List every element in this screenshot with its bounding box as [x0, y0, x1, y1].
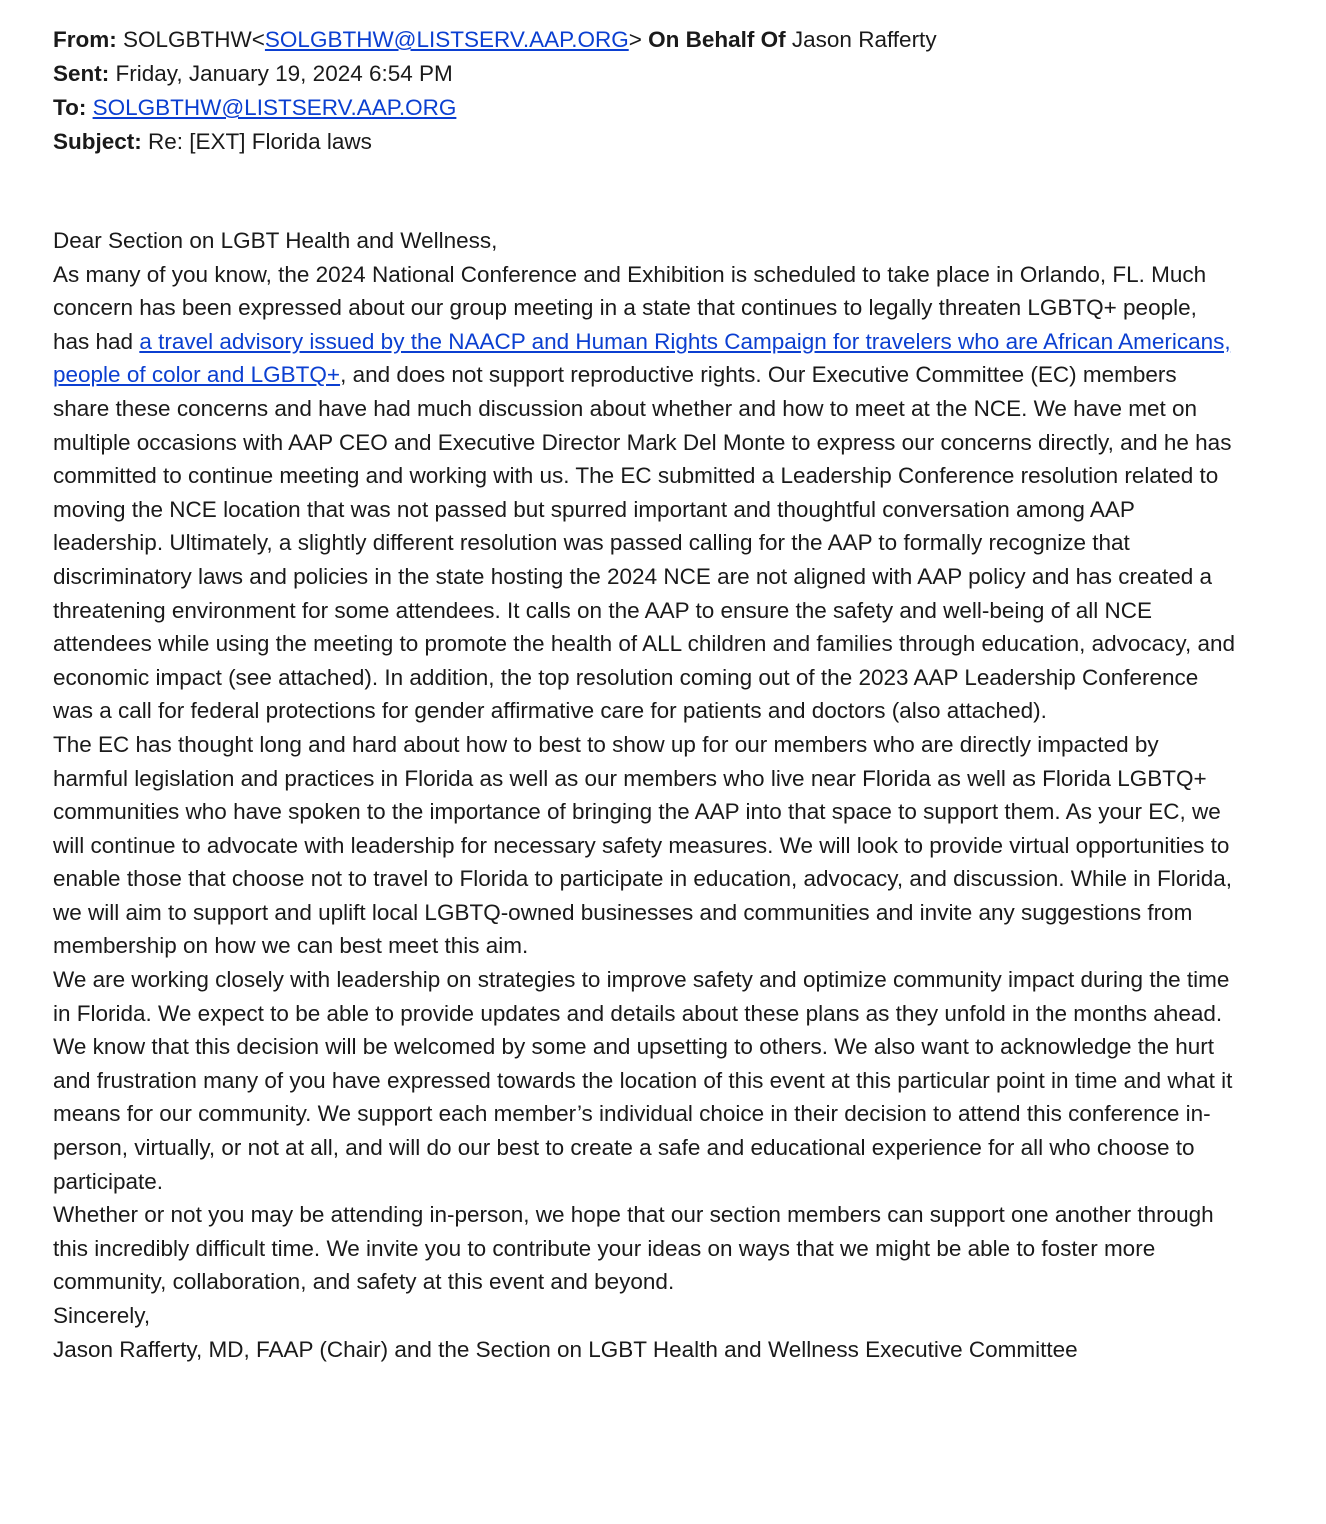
greeting: Dear Section on LGBT Health and Wellness,	[53, 228, 498, 253]
email-header	[53, 23, 1243, 159]
sent-value: Friday, January 19, 2024 6:54 PM	[115, 61, 453, 86]
from-name: SOLGBTHW	[123, 27, 252, 52]
signature: Jason Rafferty, MD, FAAP (Chair) and the Section on LGBT Health and Wellness Executive Committee	[53, 1336, 1078, 1362]
sent-line	[53, 57, 1243, 91]
to-email-link[interactable]: SOLGBTHW@LISTSERV.AAP.ORG	[92, 95, 457, 120]
paragraph-5: Whether or not you may be attending in-person, we hope that our section members can support one another through this incredibly difficult time. We invite you to contribute your ideas on ways that we might be able to foster more community, collaboration, and safety at this event and beyond.	[53, 1202, 1214, 1295]
header-body-spacer	[53, 159, 1243, 224]
from-close-bracket: >	[628, 27, 642, 52]
paragraph-2: The EC has thought long and hard about how to best to show up for our members who are directly impacted by harmful legislation and practices in Florida as well as our members who live near Florida as well as Florida LGBTQ+ communities who have spoken to the importance of bringing the AAP into that space to support them. As your EC, we will continue to advocate with leadership for necessary safety measures. We will look to provide virtual opportunities to enable those that choose not to travel to Florida to participate in education, advocacy, and discussion. While in Florida, we will aim to support and uplift local LGBTQ-owned businesses and communities and invite any suggestions from membership on how we can best meet this aim.	[53, 731, 1233, 959]
from-line	[53, 23, 1243, 57]
on-behalf-name: Jason Rafferty	[791, 27, 937, 52]
travel-advisory-link[interactable]: a travel advisory issued by the NAACP and Human Rights Campaign for travelers who are African Americans, people of color and LGBTQ+	[53, 328, 1231, 388]
subject-value: Re: [EXT] Florida laws	[148, 129, 372, 154]
paragraph-3: We are working closely with leadership on strategies to improve safety and optimize community impact during the time in Florida. We expect to be able to provide updates and details about these plans as they unfold in the months ahead.	[53, 967, 1230, 1026]
subject-label: Subject:	[53, 129, 142, 154]
paragraph-1	[53, 258, 1238, 728]
closing: Sincerely,	[53, 1303, 151, 1328]
on-behalf-label: On Behalf Of	[648, 27, 786, 52]
from-label: From:	[53, 27, 117, 52]
from-open-bracket: <	[251, 27, 265, 52]
to-label: To:	[53, 95, 87, 120]
from-email-link[interactable]: SOLGBTHW@LISTSERV.AAP.ORG	[264, 27, 629, 52]
sent-label: Sent:	[53, 61, 110, 86]
paragraph-1-after-link: , and does not support reproductive rights. Our Executive Committee (EC) members share these concerns and have had much discussion about whether and how to meet at the NCE. We have met on multiple occasions with AAP CEO and Executive Director Mark Del Monte to express our concerns directly, and he has committed to continue meeting and working with us. The EC submitted a Leadership Conference resolution related to moving the NCE location that was not passed but spurred important and thoughtful conversation among AAP leadership. Ultimately, a slightly different resolution was passed calling for the AAP to formally recognize that discriminatory laws and policies in the state hosting the 2024 NCE are not aligned with AAP policy and has created a threatening environment for some attendees. It calls on the AAP to ensure the safety and well-being of all NCE attendees while using the meeting to promote the health of ALL children and families through education, advocacy, and economic impact (see attached). In addition, the top resolution coming out of the 2023 AAP Leadership Conference was a call for federal protections for gender affirmative care for patients and doctors (also attached).	[53, 362, 1236, 724]
email-body	[53, 224, 1238, 1366]
subject-line	[53, 125, 1243, 159]
to-line	[53, 91, 1243, 125]
paragraph-4: We know that this decision will be welcomed by some and upsetting to others. We also want to acknowledge the hurt and frustration many of you have expressed towards the location of this event at this particular point in time and what it means for our community. We support each member’s individual choice in their decision to attend this conference in-person, virtually, or not at all, and will do our best to create a safe and educational experience for all who choose to participate.	[53, 1034, 1233, 1194]
paragraph-1-before-link: As many of you know, the 2024 National Conference and Exhibition is scheduled to take place in Orlando, FL. Much concern has been expressed about our group meeting in a state that continues to legally threaten LGBTQ+ people, has had	[53, 261, 1207, 354]
